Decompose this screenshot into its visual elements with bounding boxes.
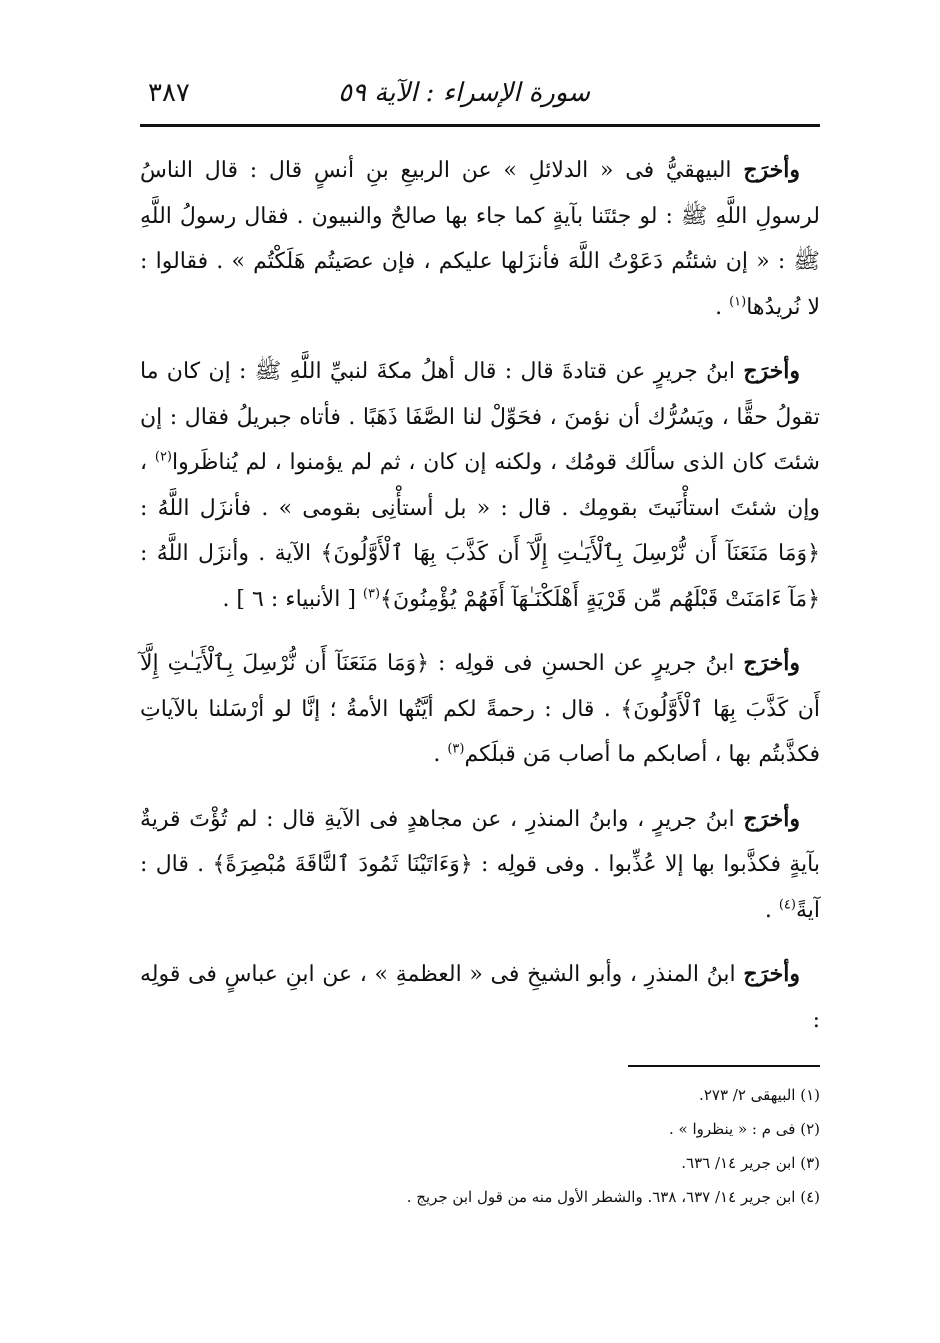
paragraph-1 xyxy=(140,148,820,330)
paragraph-3 xyxy=(140,641,820,778)
surah-title: سورة الإسراء : الآية ٥٩ xyxy=(337,78,590,108)
paragraph-text: البيهقيُّ فى « الدلائلِ » عن الربيعِ بنِ أنسٍ قال : قال الناسُ لرسولِ اللَّهِ ﷺ : لو جئتَنا بآيةٍ كما جاء بها صالحٌ والنبيون . فقال رسولُ اللَّهِ ﷺ : « إن شئتُم دَعَوْتُ اللَّهَ فأنزَلها عليكم ، فإن عصَيتُم هَلَكْتُم » . فقالوا : لا نُريدُها xyxy=(140,158,820,320)
footnote-separator xyxy=(628,1065,820,1067)
page-number: ٣٨٧ xyxy=(148,78,190,108)
header-rule xyxy=(140,124,820,127)
paragraph-4 xyxy=(140,797,820,934)
footnotes xyxy=(140,1078,820,1214)
paragraph-tail: . xyxy=(715,294,730,320)
running-header xyxy=(140,72,820,122)
paragraph-tail: [ الأنبياء : ٦ ] . xyxy=(222,586,363,612)
paragraph-tail: . xyxy=(764,897,779,923)
footnote-ref: (٣) xyxy=(362,586,381,602)
paragraph-lead: وأخرَج xyxy=(743,157,800,183)
main-text xyxy=(140,148,820,1062)
paragraph-text: ابنُ جريرٍ عن الحسنِ فى قولِه : ﴿وَمَا مَنَعَنَآ أَن نُّرْسِلَ بِٱلْأَيَـٰتِ إِلَّآ أَن كَذَّبَ بِهَا ٱلْأَوَّلُونَ﴾ . قال : رحمةً لكم أيَّتُها الأمةُ ؛ إنَّا لو أرْسَلنا بالآياتِ فكذَّبتُم بها ، أصابكم ما أصاب مَن قبلَكم xyxy=(140,651,820,767)
footnote-ref: (١) xyxy=(729,294,747,310)
footnote-ref: (٢) xyxy=(154,449,172,465)
footnote-1: (١) البيهقى ٢/ ٢٧٣. xyxy=(699,1086,820,1104)
paragraph-lead: وأخرَج xyxy=(743,805,800,832)
footnote-4: (٤) ابن جرير ١٤/ ٦٣٧، ٦٣٨. والشطر الأول منه من قول ابن جريج . xyxy=(406,1188,820,1206)
paragraph-text: ابنُ جريرٍ ، وابنُ المنذرِ ، عن مجاهدٍ فى الآيةِ قال : لم تُؤْتَ قريةٌ بآيةٍ فكذَّبوا بها إلا عُذِّبوا . وفى قولِه : ﴿وَءَاتَيْنَا ثَمُودَ ٱلنَّاقَةَ مُبْصِرَةً﴾ . قال : آيةً xyxy=(140,806,820,923)
paragraph-text-continued: ، وإن شئتَ استأْنَيتَ بقومِك . قال : « بل أستأْنِى بقومى » . فأنزَل اللَّهُ : ﴿وَمَا مَنَعَنَآ أَن نُّرْسِلَ بِٱلْأَيَـٰتِ إِلَّآ أَن كَذَّبَ بِهَا ٱلْأَوَّلُونَ﴾ الآية . وأنزَل اللَّهُ : ﴿مَآ ءَامَنَتْ قَبْلَهُم مِّن قَرْيَةٍ أَهْلَكْنَـٰهَآ أَفَهُمْ يُؤْمِنُونَ﴾ xyxy=(140,450,820,612)
paragraph-tail: . xyxy=(433,742,448,767)
paragraph-2 xyxy=(140,349,820,622)
paragraph-lead: وأخرَج xyxy=(743,650,800,676)
paragraph-5 xyxy=(140,952,820,1043)
footnote-2: (٢) فى م : « ينظروا » . xyxy=(669,1120,820,1138)
paragraph-lead: وأخرَج xyxy=(743,961,800,987)
paragraph-lead: وأخرَج xyxy=(743,358,800,384)
paragraph-text: ابنُ المنذرِ ، وأبو الشيخِ فى « العظمةِ » ، عن ابنِ عباسٍ فى قولِه : xyxy=(140,962,820,1033)
footnote-ref: (٣) xyxy=(447,741,465,757)
footnote-3: (٣) ابن جرير ١٤/ ٦٣٦. xyxy=(681,1154,820,1172)
footnote-ref: (٤) xyxy=(778,897,796,913)
paragraph-text: ابنُ جريرٍ عن قتادةَ قال : قال أهلُ مكةَ لنبيِّ اللَّهِ ﷺ : إن كان ما تقولُ حقًّا ، ويَسُرُّك أن نؤمنَ ، فحَوِّلْ لنا الصَّفَا ذَهَبًا . فأتاه جبريلُ فقال : إن شئتَ كان الذى سألَك قومُك ، ولكنه إن كان ، ثم لم يؤمنوا ، لم يُناظَروا xyxy=(140,359,820,475)
